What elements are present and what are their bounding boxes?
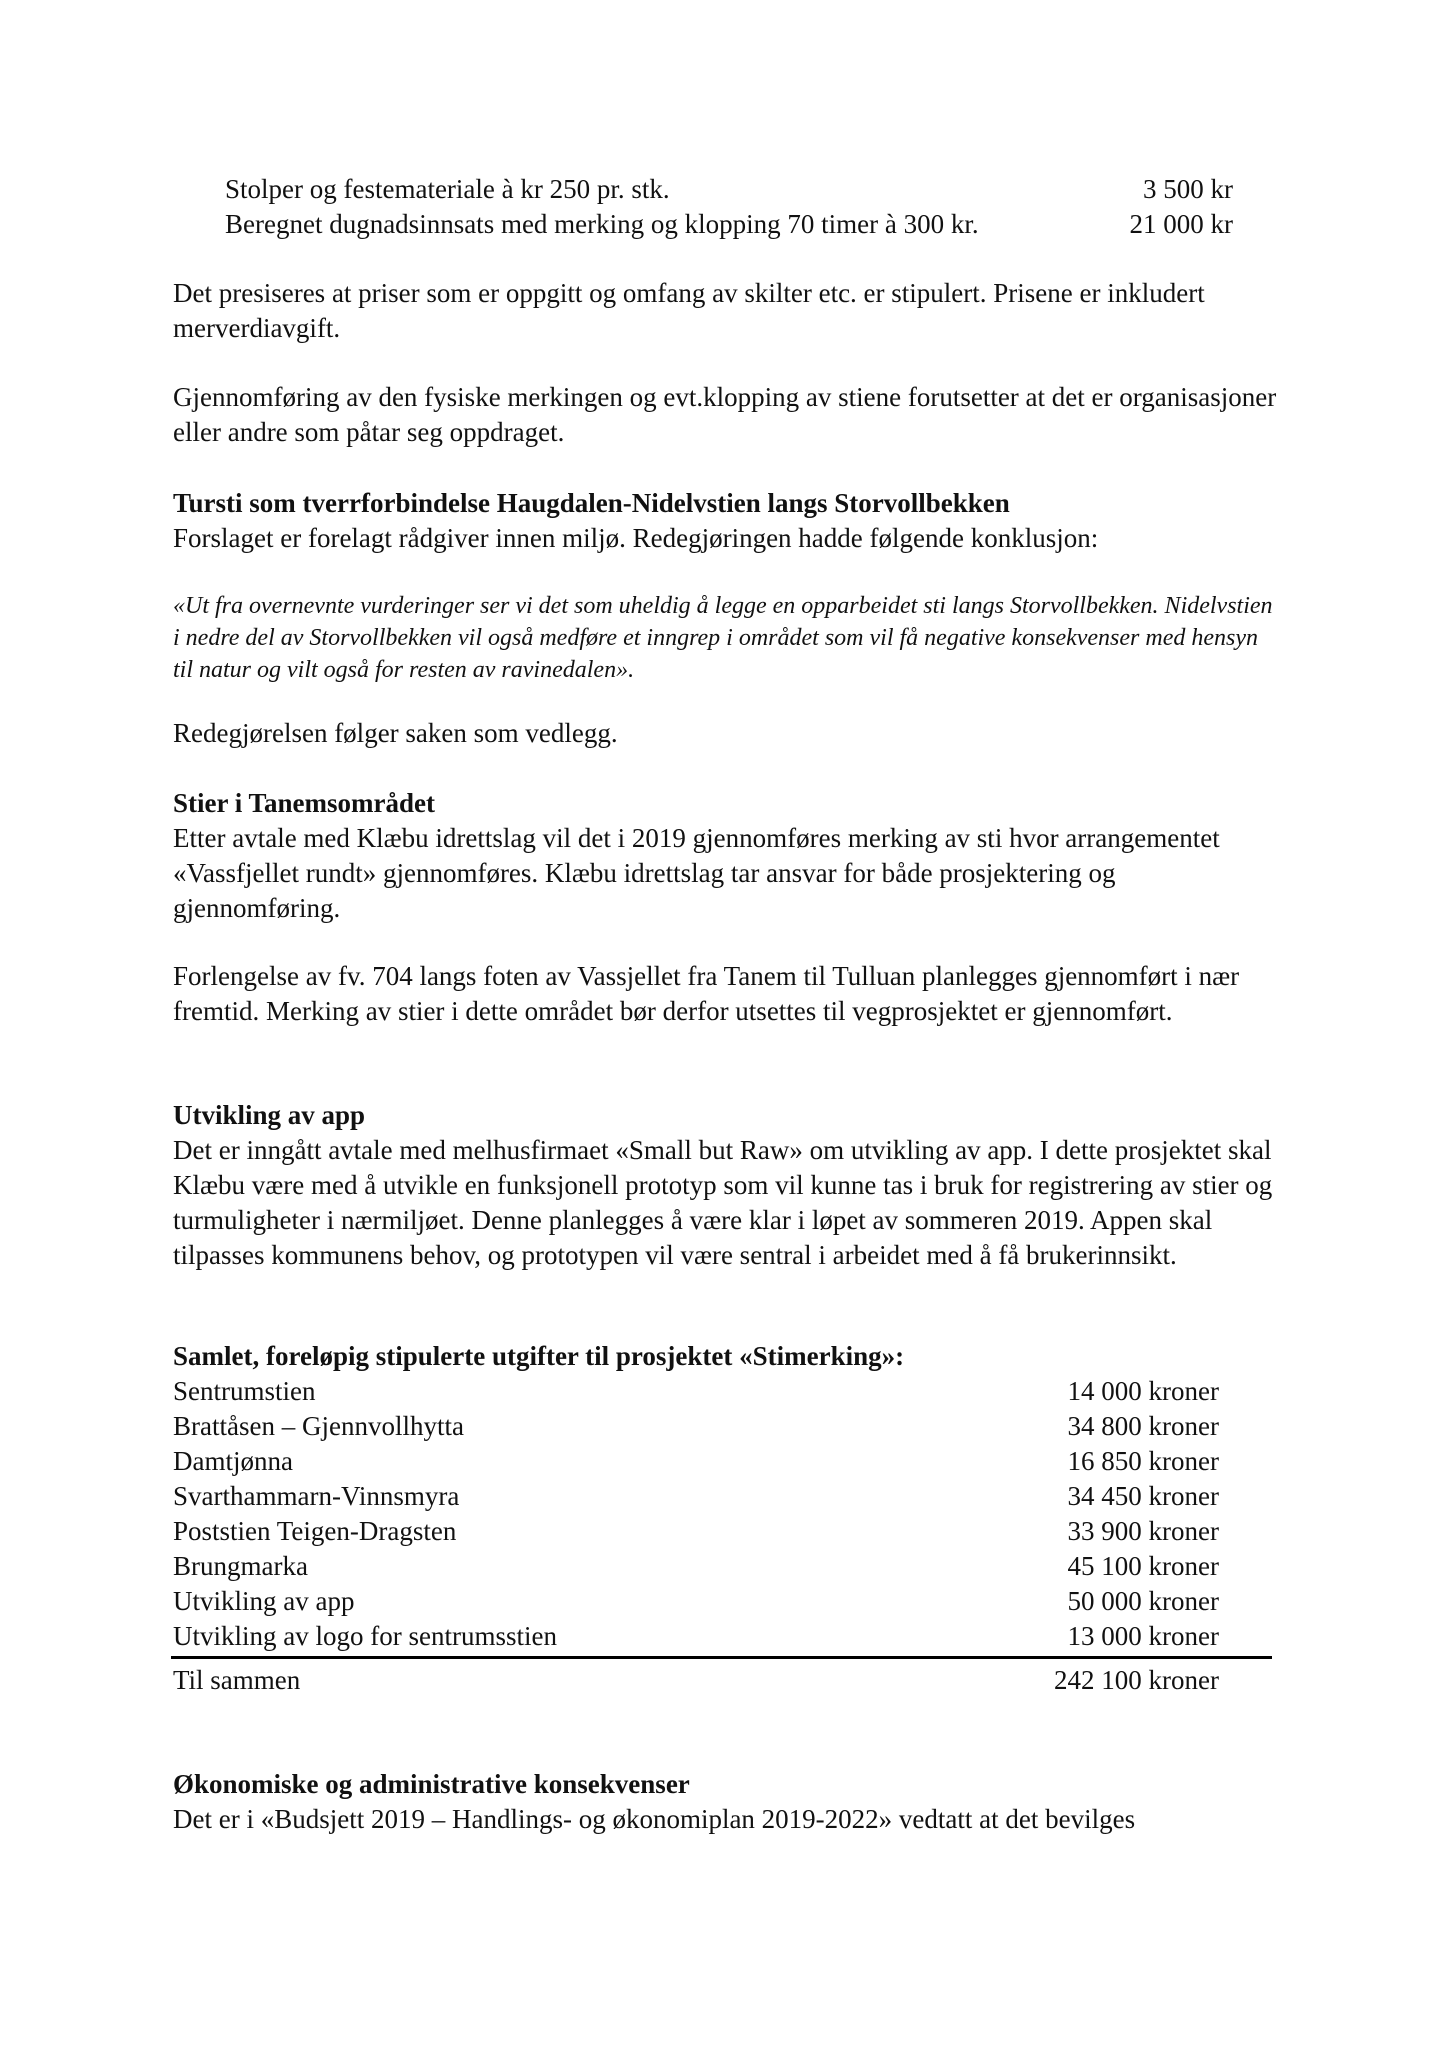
table-row bbox=[173, 1479, 1273, 1514]
section-heading-app: Utvikling av app bbox=[173, 1100, 366, 1130]
cost-line-amount: 21 000 kr bbox=[1129, 209, 1233, 239]
paragraph-text: Etter avtale med Klæbu idrettslag vil det i 2019 gjennomføres merking av sti hvor arrangementet «Vassfjellet rundt» gjennomføres. Klæbu idrettslag tar ansvar for både prosjektering og gjennomføring. bbox=[173, 823, 1220, 923]
row-label: Sentrumstien bbox=[173, 1376, 316, 1406]
cost-line-label: Beregnet dugnadsinnsats med merking og klopping 70 timer à 300 kr. bbox=[225, 209, 979, 239]
row-label: Utvikling av app bbox=[173, 1586, 355, 1616]
table-row bbox=[173, 1444, 1273, 1479]
row-amount: 13 000 kroner bbox=[1067, 1621, 1219, 1651]
table-row bbox=[173, 1584, 1273, 1619]
row-amount: 50 000 kroner bbox=[1067, 1586, 1219, 1616]
paragraph-text: Forslaget er forelagt rådgiver innen miljø. Redegjøringen hadde følgende konklusjon: bbox=[173, 523, 1099, 553]
table-row bbox=[173, 1549, 1273, 1584]
row-label: Brungmarka bbox=[173, 1551, 308, 1581]
paragraph-text: Det er inngått avtale med melhusfirmaet «Small but Raw» om utvikling av app. I dette prosjektet skal Klæbu være med å utvikle en funksjonell prototyp som vil kunne tas i bruk for registrering av stier og turmuligheter i nærmiljøet. Denne planlegges å være klar i løpet av sommeren 2019. Appen skal tilpasses kommunens behov, og prototypen vil være sentral i arbeidet med å få brukerinnsikt. bbox=[173, 1135, 1273, 1270]
summary-heading: Samlet, foreløpig stipulerte utgifter til prosjektet «Stimerking»: bbox=[173, 1341, 905, 1371]
paragraph-tanem-2 bbox=[173, 959, 1283, 1029]
paragraph-text: Gjennomføring av den fysiske merkingen og evt.klopping av stiene forutsetter at det er organisasjoner eller andre som påtar seg oppdraget. bbox=[173, 382, 1277, 447]
row-label: Poststien Teigen-Dragsten bbox=[173, 1516, 457, 1546]
total-divider bbox=[171, 1656, 1272, 1659]
row-amount: 16 850 kroner bbox=[1067, 1446, 1219, 1476]
row-amount: 33 900 kroner bbox=[1067, 1516, 1219, 1546]
paragraph-text: Det er i «Budsjett 2019 – Handlings- og økonomiplan 2019-2022» vedtatt at det bevilges bbox=[173, 1804, 1136, 1834]
quote-conclusion: «Ut fra overnevnte vurderinger ser vi det som uheldig å legge en opparbeidet sti langs Storvollbekken. Nidelvstien i nedre del av Storvollbekken vil også medføre et inngrep i området som vil få negative konsekvenser med hensyn til natur og vilt også for resten av ravinedalen». bbox=[173, 593, 1273, 683]
cost-line-amount: 3 500 kr bbox=[1143, 174, 1233, 204]
cost-line-label: Stolper og festemateriale à kr 250 pr. stk. bbox=[225, 174, 670, 204]
row-amount: 45 100 kroner bbox=[1067, 1551, 1219, 1581]
row-amount: 14 000 kroner bbox=[1067, 1376, 1219, 1406]
table-row bbox=[173, 1514, 1273, 1549]
section-heading-tanem: Stier i Tanemsområdet bbox=[173, 788, 435, 818]
section-heading-tursti: Tursti som tverrforbindelse Haugdalen-Nidelvstien langs Storvollbekken bbox=[173, 488, 1010, 518]
paragraph-app bbox=[173, 1133, 1283, 1273]
row-amount: 34 800 kroner bbox=[1067, 1411, 1219, 1441]
table-row bbox=[173, 1374, 1273, 1409]
paragraph-text: Forlengelse av fv. 704 langs foten av Vassjellet fra Tanem til Tulluan planlegges gjennomført i nær fremtid. Merking av stier i dette området bør derfor utsettes til vegprosjektet er gjennomført. bbox=[173, 961, 1240, 1026]
paragraph-tursti bbox=[173, 521, 1283, 556]
summary-total bbox=[173, 1663, 1273, 1698]
row-label: Svarthammarn-Vinnsmyra bbox=[173, 1481, 460, 1511]
section-heading-okonomi: Økonomiske og administrative konsekvenser bbox=[173, 1769, 690, 1799]
summary-table bbox=[173, 1374, 1273, 1654]
paragraph-okonomi bbox=[173, 1802, 1283, 1837]
paragraph-attachment bbox=[173, 716, 1283, 751]
paragraph-execution bbox=[173, 380, 1283, 450]
table-row bbox=[173, 1409, 1273, 1444]
paragraph-prices bbox=[173, 276, 1283, 346]
total-amount: 242 100 kroner bbox=[1054, 1665, 1219, 1695]
paragraph-tanem-1 bbox=[173, 821, 1283, 926]
row-label: Brattåsen – Gjennvollhytta bbox=[173, 1411, 464, 1441]
row-label: Damtjønna bbox=[173, 1446, 293, 1476]
row-label: Utvikling av logo for sentrumsstien bbox=[173, 1621, 557, 1651]
table-row bbox=[173, 1619, 1273, 1654]
paragraph-text: Redegjørelsen følger saken som vedlegg. bbox=[173, 718, 618, 748]
paragraph-text: Det presiseres at priser som er oppgitt og omfang av skilter etc. er stipulert. Prisene er inkludert merverdiavgift. bbox=[173, 278, 1205, 343]
total-label: Til sammen bbox=[173, 1665, 301, 1695]
total-row bbox=[173, 1663, 1273, 1698]
row-amount: 34 450 kroner bbox=[1067, 1481, 1219, 1511]
